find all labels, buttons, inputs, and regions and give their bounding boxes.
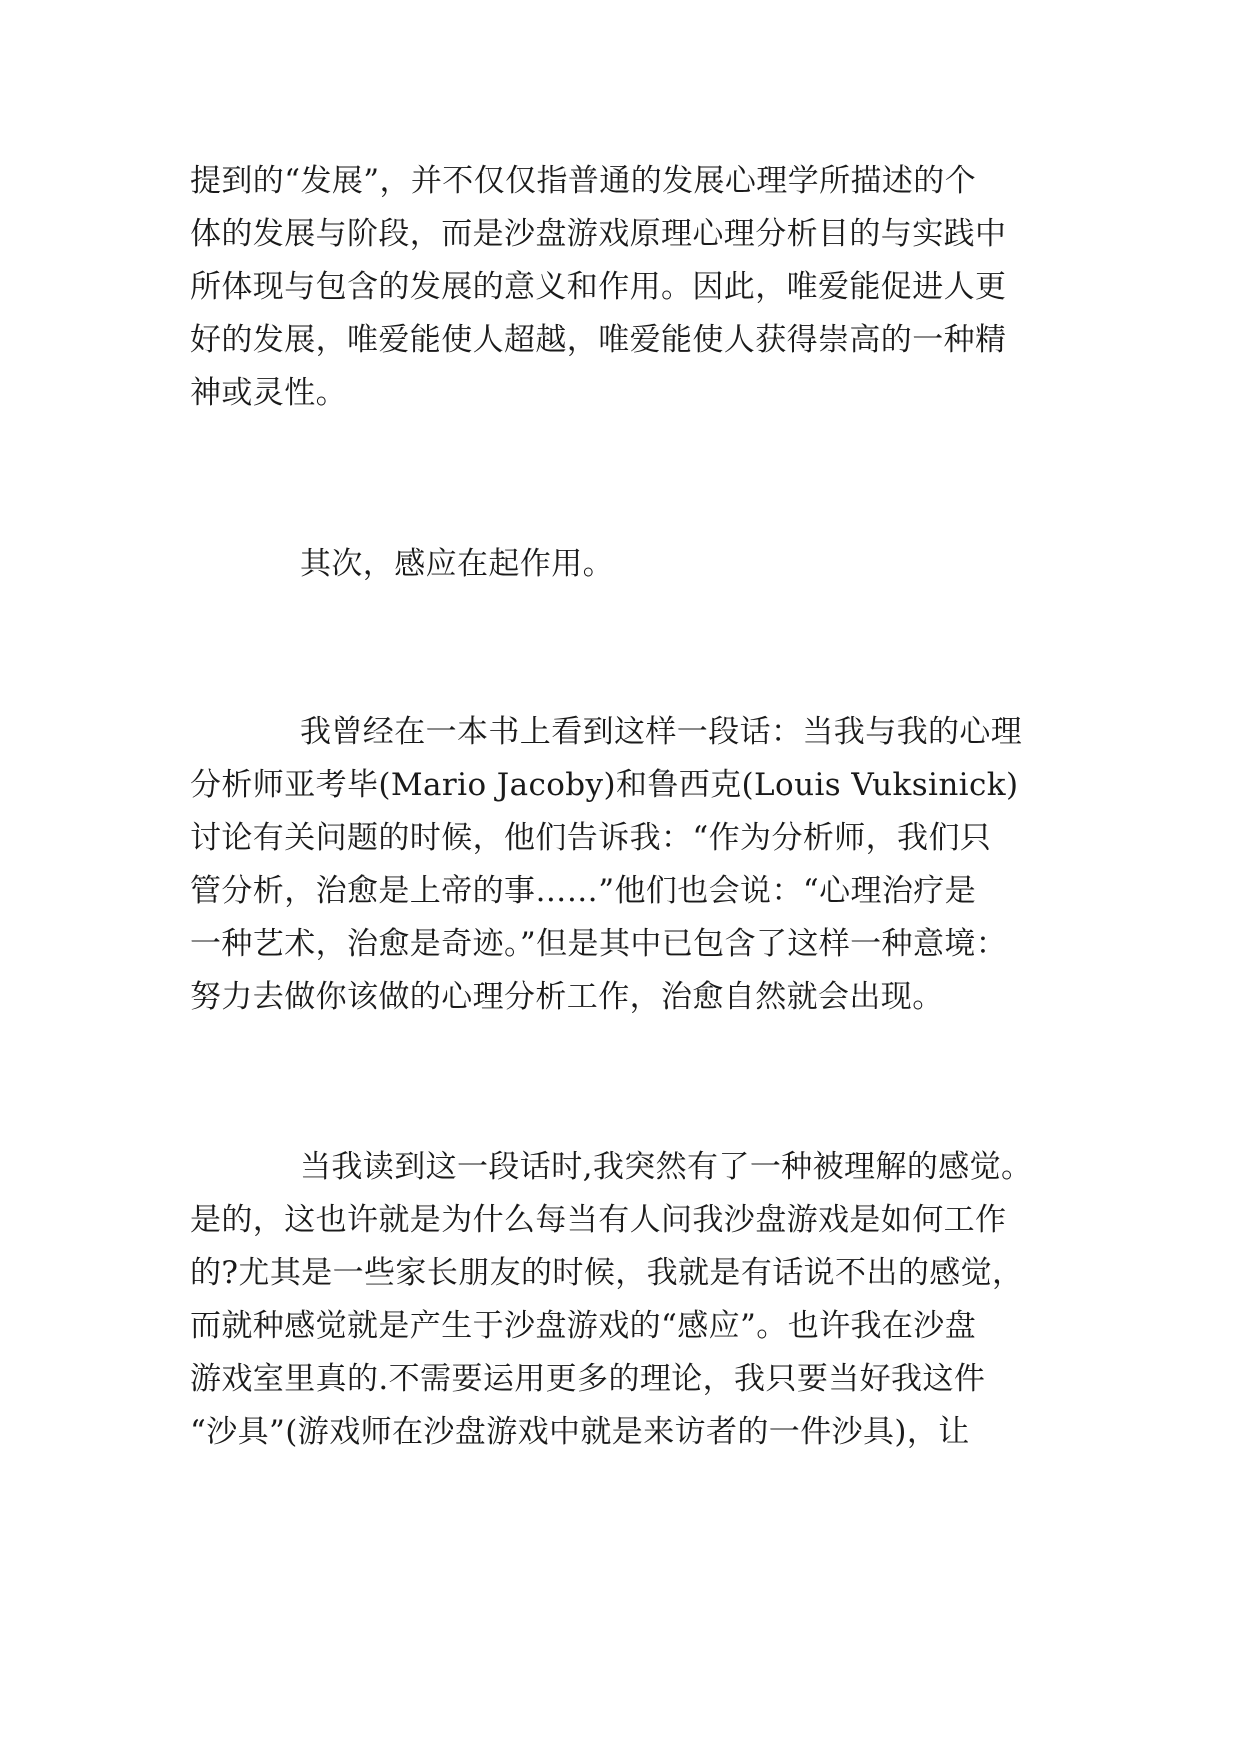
paragraph-3-line-4: 管分析，治愈是上帝的事……”他们也会说：“心理治疗是: [190, 873, 977, 909]
paragraph-1-line-1: 提到的“发展”，并不仅仅指普通的发展心理学所描述的个: [190, 163, 977, 199]
paragraph-3-line-3: 讨论有关问题的时候，他们告诉我：“作为分析师，我们只: [190, 820, 992, 856]
paragraph-1-line-3: 所体现与包含的发展的意义和作用。因此，唯爱能促进人更: [190, 269, 1007, 305]
paragraph-3-line-5: 一种艺术，治愈是奇迹。”但是其中已包含了这样一种意境：: [190, 926, 1008, 962]
paragraph-1-line-4: 好的发展，唯爱能使人超越，唯爱能使人获得崇高的一种精: [190, 322, 1007, 358]
paragraph-4-line-3: 的?尤其是一些家长朋友的时候，我就是有话说不出的感觉，: [190, 1255, 1024, 1291]
paragraph-4-line-6: “沙具”(游戏师在沙盘游戏中就是来访者的一件沙具)，让: [190, 1414, 970, 1450]
paragraph-2-line-1: 其次，感应在起作用。: [300, 546, 614, 582]
paragraph-1-line-2: 体的发展与阶段，而是沙盘游戏原理心理分析目的与实践中: [190, 216, 1007, 252]
paragraph-3-line-2: 分析师亚考毕(Mario Jacoby)和鲁西克(Louis Vuksinick): [190, 767, 1019, 803]
paragraph-3-line-6: 努力去做你该做的心理分析工作，治愈自然就会出现。: [190, 979, 944, 1015]
paragraph-1-line-5: 神或灵性。: [190, 375, 347, 411]
paragraph-4-line-1: 当我读到这一段话时,我突然有了一种被理解的感觉。: [300, 1149, 1033, 1185]
paragraph-4-line-2: 是的，这也许就是为什么每当有人问我沙盘游戏是如何工作: [190, 1202, 1007, 1238]
paragraph-4-line-5: 游戏室里真的.不需要运用更多的理论，我只要当好我这件: [190, 1361, 986, 1397]
paragraph-4-line-4: 而就种感觉就是产生于沙盘游戏的“感应”。也许我在沙盘: [190, 1308, 977, 1344]
paragraph-3-line-1: 我曾经在一本书上看到这样一段话：当我与我的心理: [300, 714, 1023, 750]
